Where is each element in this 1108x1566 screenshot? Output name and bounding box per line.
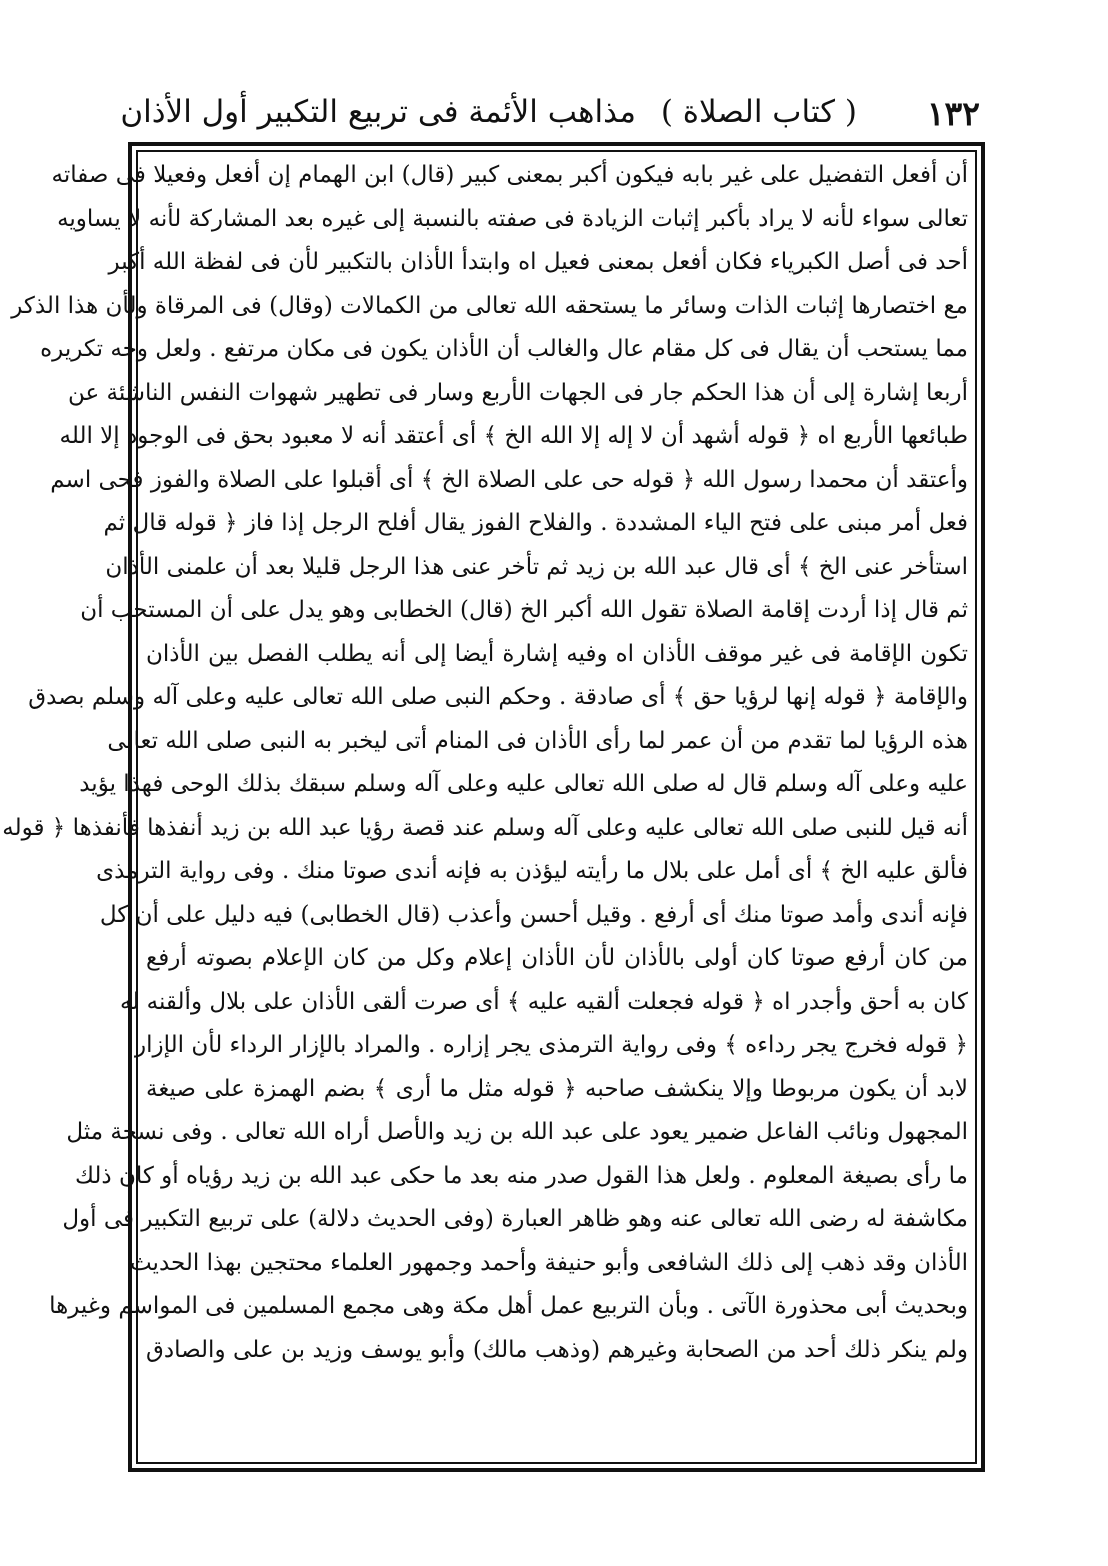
text-line: الأذان وقد ذهب إلى ذلك الشافعى وأبو حنيفة وأحمد وجمهور العلماء محتجين بهذا الحديث [129, 1249, 968, 1276]
text-line: من كان أرفع صوتا كان أولى بالأذان لأن الأذان إعلام وكل من كان الإعلام بصوته أرفع [146, 945, 968, 971]
text-line: فألق عليه الخ ﴾ أى أمل على بلال ما رأيته ليؤذن به فإنه أندى صوتا منك . وفى رواية الترمذى [96, 858, 968, 884]
text-line: مكاشفة له رضى الله تعالى عنه وهو ظاهر العبارة (وفى الحديث دلالة) على تربيع التكبير فى أول [62, 1206, 968, 1232]
text-line: كان به أحق وأجدر اه ﴿ قوله فجعلت ألقيه عليه ﴾ أى صرت ألقى الأذان على بلال وألقنه له [119, 988, 968, 1015]
text-line: لابد أن يكون مربوطا وإلا ينكشف صاحبه ﴿ قوله مثل ما أرى ﴾ بضم الهمزة على صيغة [146, 1075, 968, 1102]
text-line: هذه الرؤيا لما تقدم من أن عمر لما رأى الأذان فى المنام أتى ليخبر به النبى صلى الله تعالى [107, 727, 968, 754]
chapter-title: مذاهب الأئمة فى تربيع التكبير أول الأذان [120, 94, 636, 130]
text-line: المجهول ونائب الفاعل ضمير يعود على عبد الله بن زيد والأصل أراه الله تعالى . وفى نسخة مثل [66, 1119, 968, 1145]
text-line: وأعتقد أن محمدا رسول الله ﴿ قوله حى على الصلاة الخ ﴾ أى أقبلوا على الصلاة والفوز فحى اسم [50, 466, 968, 493]
text-line: أربعا إشارة إلى أن هذا الحكم جار فى الجهات الأربع وسار فى تطهير شهوات النفس الناشئة عن [67, 379, 968, 406]
text-line: استأخر عنى الخ ﴾ أى قال عبد الله بن زيد ثم تأخر عنى هذا الرجل قليلا بعد أن علمنى الأذان [105, 553, 968, 580]
text-line: ﴿ قوله فخرج يجر رداءه ﴾ وفى رواية الترمذى يجر إزاره . والمراد بالإزار الرداء لأن الإزار [135, 1032, 968, 1058]
text-line: ولم ينكر ذلك أحد من الصحابة وغيرهم (وذهب مالك) وأبو يوسف وزيد بن على والصادق [146, 1336, 968, 1363]
text-line: أحد فى أصل الكبرياء فكان أفعل بمعنى فعيل اه وابتدأ الأذان بالتكبير لأن فى لفظة الله أكبر [108, 249, 968, 275]
book-title: ( كتاب الصلاة ) [660, 94, 857, 130]
text-line: مما يستحب أن يقال فى كل مقام عال والغالب أن الأذان يكون فى مكان مرتفع . ولعل وجه تكريره [40, 336, 968, 362]
page-number: ١٣٢ [926, 94, 980, 133]
text-line: ثم قال إذا أردت إقامة الصلاة تقول الله أكبر الخ (قال) الخطابى وهو يدل على أن المستحب أن [80, 597, 968, 623]
text-line: طبائعها الأربع اه ﴿ قوله أشهد أن لا إله إلا الله الخ ﴾ أى أعتقد أنه لا معبود بحق فى الوجود إلا الله [59, 423, 968, 449]
text-line: وبحديث أبى محذورة الآتى . وبأن التربيع عمل أهل مكة وهى مجمع المسلمين فى المواسم وغيرها [49, 1293, 968, 1319]
running-header [120, 88, 980, 140]
text-line: والإقامة ﴿ قوله إنها لرؤيا حق ﴾ أى صادقة . وحكم النبى صلى الله تعالى عليه وعلى آله وسلم بصدق [28, 684, 968, 710]
text-line: عليه وعلى آله وسلم قال له صلى الله تعالى عليه وعلى آله وسلم سبقك بذلك الوحى فهذا يؤيد [79, 771, 968, 797]
text-line: فعل أمر مبنى على فتح الياء المشددة . والفلاح الفوز يقال أفلح الرجل إذا فاز ﴿ قوله قال ثم [103, 510, 968, 536]
text-line: مع اختصارها إثبات الذات وسائر ما يستحقه الله تعالى من الكمالات (وقال) فى المرقاة ولأن هذا الذكر [11, 292, 968, 319]
text-line: أن أفعل التفضيل على غير بابه فيكون أكبر بمعنى كبير (قال) ابن الهمام إن أفعل وفعيلا فى صفاته [51, 162, 968, 188]
text-line: ما رأى بصيغة المعلوم . ولعل هذا القول صدر منه بعد ما حكى عبد الله بن زيد رؤياه أو كان ذلك [75, 1162, 968, 1189]
text-line: تكون الإقامة فى غير موقف الأذان اه وفيه إشارة أيضا إلى أنه يطلب الفصل بين الأذان [146, 640, 968, 667]
main-text [2, 154, 968, 1459]
text-line: أنه قيل للنبى صلى الله تعالى عليه وعلى آله وسلم عند قصة رؤيا عبد الله بن زيد أنفذها فأنفذها ﴿ قوله [2, 814, 968, 841]
text-line: تعالى سواء لأنه لا يراد بأكبر إثبات الزيادة فى صفته بالنسبة إلى غيره بعد المشاركة لأنه لا يساويه [57, 205, 968, 232]
text-line: فإنه أندى وأمد صوتا منك أى أرفع . وقيل أحسن وأعذب (قال الخطابى) فيه دليل على أن كل [99, 901, 968, 928]
